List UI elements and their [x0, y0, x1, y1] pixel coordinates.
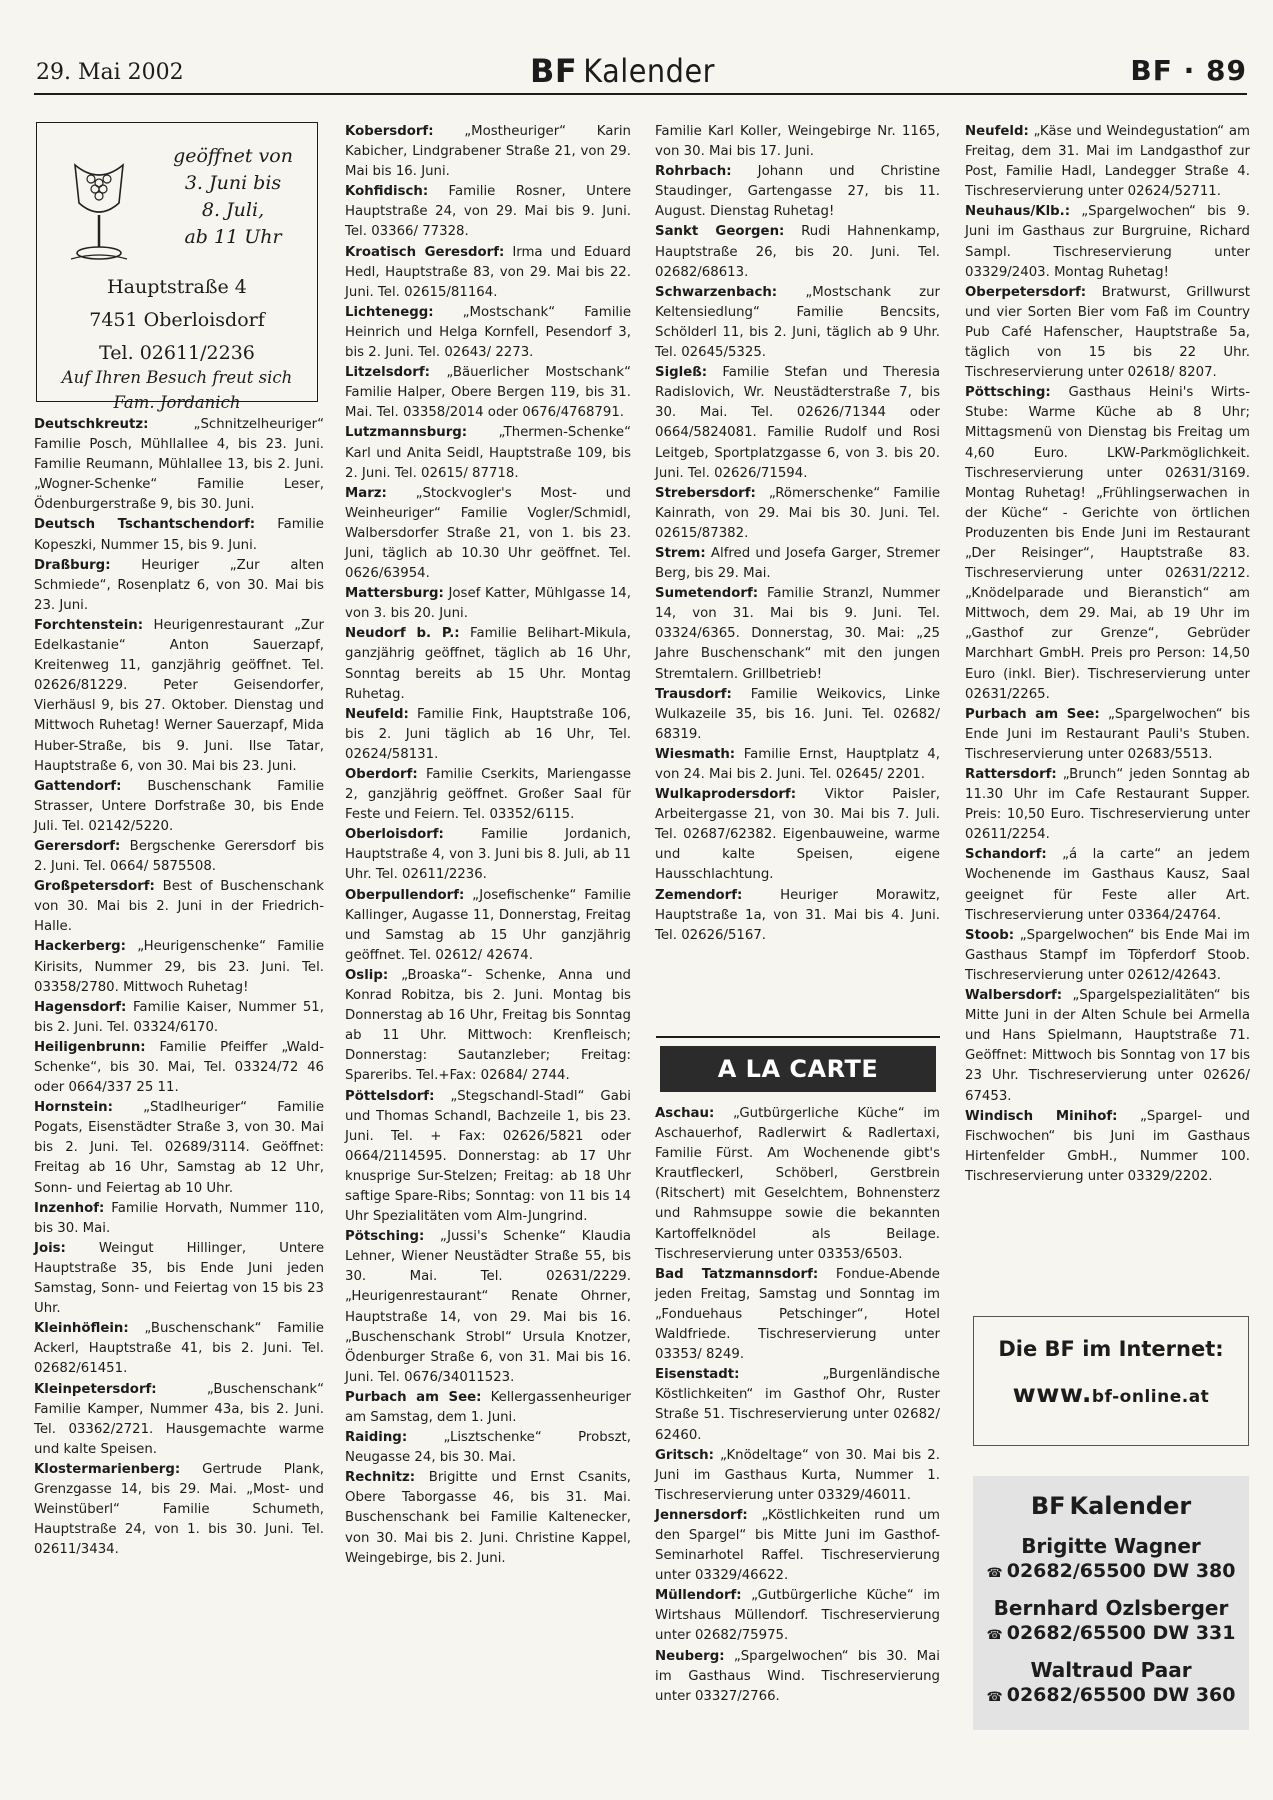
listing-entry	[345, 584, 631, 624]
listing-place: Heiligenbrunn:	[34, 1039, 146, 1055]
listing-text: Buschenschank Familie Strasser, Untere Dorfstraße 30, bis Ende Juli. Tel. 02142/5220.	[34, 778, 324, 834]
phone-icon: ☎	[986, 1566, 1003, 1581]
contact-phone-number: 02682/65500 DW 360	[1006, 1684, 1236, 1706]
listing-entry	[34, 998, 324, 1038]
listing-entry	[655, 685, 940, 745]
listing-text: „Burgenländische Köstlichkeiten“ im Gasthof Ohr, Ruster Straße 51. Tischreservierung unter 02682/ 62460.	[655, 1367, 940, 1443]
listing-text: Familie Ernst, Hauptplatz 4, von 24. Mai bis 2. Juni. Tel. 02645/ 2201.	[655, 746, 940, 782]
listing-entry	[655, 283, 940, 363]
listing-place: Trausdorf:	[655, 686, 732, 702]
wine-glass-logo-icon	[61, 155, 137, 267]
contact-title	[973, 1492, 1249, 1520]
listing-text: „á la carte“ an jedem Wochenende im Gasthaus Kausz, Saal geeignet für Feste aller Art. Tischreservierung unter 03364/24764.	[965, 847, 1250, 923]
page-number: BF · 89	[1130, 54, 1247, 87]
listing-entry	[655, 544, 940, 584]
listing-text: Bratwurst, Grillwurst und vier Sorten Bier vom Faß im Country Pub Café Hafenscher, Hauptstraße 5a, täglich von 15 bis 22 Uhr. Tischreservierung unter 02618/ 8207.	[965, 284, 1250, 381]
contact-box	[973, 1476, 1249, 1730]
header-rule	[34, 93, 1247, 95]
listing-entry	[655, 363, 940, 484]
listing-place: Stoob:	[965, 927, 1015, 943]
listing-text: „Köstlichkeiten rund um den Spargel“ bis Mitte Juni im Gasthof-Seminarhotel Raffel. Tischreservierung unter 03329/46622.	[655, 1507, 940, 1584]
listing-entry	[345, 1468, 631, 1568]
listing-place: Lutzmannsburg:	[345, 425, 468, 441]
contact-phone-number: 02682/65500 DW 331	[1006, 1622, 1236, 1644]
listing-entry	[965, 283, 1250, 383]
listing-place: Gritsch:	[655, 1447, 714, 1463]
listing-place: Rechnitz:	[345, 1470, 416, 1486]
listing-text: Johann und Christine Staudinger, Gartengasse 27, bis 11. August. Dienstag Ruhetag!	[655, 164, 940, 220]
listing-entry	[345, 1428, 631, 1468]
listing-entry	[345, 1388, 631, 1428]
ad-open-line: 3. Juni bis	[184, 172, 282, 194]
listing-entry	[34, 1098, 324, 1198]
listing-entry	[34, 616, 324, 777]
listing-entry	[34, 777, 324, 837]
listing-entry	[655, 785, 940, 885]
listing-place: Rohrbach:	[655, 164, 732, 180]
ad-greeting	[37, 365, 317, 415]
listing-place: Sumetendorf:	[655, 586, 759, 602]
listing-place: Neudorf b. P.:	[345, 626, 460, 642]
listing-entry	[965, 765, 1250, 845]
listing-place: Litzelsdorf:	[345, 365, 430, 381]
jordanich-ad	[36, 122, 318, 412]
listing-text: Heurigenrestaurant „Zur Edelkastanie“ Anton Sauerzapf, Kreitenweg 11, ganzjährig geöffnet. Tel. 02626/81229. Peter Geisendorfer, Vierhäusl 9, bis 27. Oktober. Dienstag und Mittwoch Ruhetag! Werner Sauerzapf, Mida Huber-Straße, bis 9. Juni. Ilse Tatar, Hauptstraße 6, von 30. Mai bis 23. Juni.	[34, 617, 324, 774]
listing-text: „Gutbürgerliche Küche“ im Aschauerhof, Radlerwirt & Radlertaxi, Familie Fürst. Am Wochenende gibt's Krautfleckerl, Schöberl, Gerstbrein (Ritschert) mit Geselchtem, Bohnensterz und Rahmsuppe sowie die bekannten Kartoffelknödel als Beilage. Tischreservierung unter 03353/6503.	[655, 1106, 940, 1262]
listing-place: Sigleß:	[655, 365, 708, 381]
listing-text: Viktor Paisler, Arbeitergasse 21, von 30. Mai bis 7. Juli. Tel. 02687/62382. Eigenbauweine, warme und kalte Speisen, eigene Hausschlachtung.	[655, 787, 940, 883]
listing-entry	[655, 886, 940, 946]
listing-text: „Mostschank zur Keltensiedlung“ Familie Bencsits, Schölderl 11, bis 2. Juni, täglich ab 9 Uhr. Tel. 02645/5325.	[655, 284, 940, 361]
listing-place: Neufeld:	[345, 706, 409, 722]
listing-place: Großpetersdorf:	[34, 879, 155, 895]
listing-entry	[655, 162, 940, 222]
listing-text: „Buschenschank“ Familie Ackerl, Hauptstraße 41, bis 2. Juni. Tel. 02682/61451.	[34, 1321, 324, 1377]
listing-entry	[655, 484, 940, 544]
listing-place: Rattersdorf:	[965, 767, 1057, 782]
listing-entry	[345, 243, 631, 303]
listing-place: Kroatisch Geresdorf:	[345, 244, 505, 260]
listing-place: Marz:	[345, 485, 387, 501]
listing-place: Lichtenegg:	[345, 304, 434, 320]
listing-place: Aschau:	[655, 1106, 715, 1121]
listing-text: Fondue-Abende jeden Freitag, Samstag und Sonntag im „Fonduehaus Petschinger“, Hotel Waldfriede. Tischreservierung unter 03353/ 8249.	[655, 1266, 940, 1363]
listing-entry	[655, 1586, 940, 1646]
contact-name: Waltraud Paar	[1030, 1658, 1192, 1682]
listing-text: Rudi Hahnenkamp, Hauptstraße 26, bis 20. Juni. Tel. 02682/68613.	[655, 224, 940, 280]
listing-entry	[34, 1319, 324, 1379]
listing-text: „Stadlheuriger“ Familie Pogats, Eisenstädter Straße 3, von 30. Mai bis 2. Juni. Tel. 02689/3114. Geöffnet: Freitag ab 16 Uhr, Samstag ab 12 Uhr, Sonn- und Feiertag ab 10 Uhr.	[34, 1100, 324, 1196]
ad-greeting-line: Auf Ihren Besuch freut sich	[61, 368, 293, 387]
contact-section: Kalender	[1069, 1492, 1192, 1520]
listing-entry	[34, 415, 324, 515]
listing-text: Familie Horvath, Nummer 110, bis 30. Mai.	[34, 1200, 324, 1236]
listing-place: Gerersdorf:	[34, 838, 121, 854]
ad-opening-times	[147, 143, 319, 251]
listing-entry	[34, 877, 324, 937]
listing-place: Kobersdorf:	[345, 124, 434, 139]
listing-entry	[345, 1087, 631, 1228]
listing-place: Pöttsching:	[965, 385, 1051, 401]
column-2	[345, 122, 631, 1569]
listing-place: Bad Tatzmannsdorf:	[655, 1266, 819, 1282]
listing-place: Hackerberg:	[34, 939, 126, 955]
listing-text: Best of Buschenschank von 30. Mai bis 2. Juni in der Friedrich-Halle.	[34, 879, 324, 935]
listing-text: Bergschenke Gerersdorf bis 2. Juni. Tel. 0664/ 5875508.	[34, 838, 324, 875]
ad-open-line: geöffnet von	[173, 145, 293, 167]
listing-place: Draßburg:	[34, 557, 111, 573]
listing-entry	[34, 515, 324, 555]
listing-text: „Mostschank“ Familie Heinrich und Helga Kornfell, Pesendorf 3, bis 2. Juni. Tel. 02643/ 2273.	[345, 304, 631, 361]
listing-entry	[345, 765, 631, 825]
contact-phone-number: 02682/65500 DW 380	[1006, 1560, 1236, 1582]
listing-entry	[345, 363, 631, 423]
listing-text: Kellergassenheuriger am Samstag, dem 1. Juni.	[345, 1389, 631, 1425]
listing-text: „Broaska“- Schenke, Anna und Konrad Robitza, bis 2. Juni. Montag bis Donnerstag ab 16 Uhr, Freitag bis Sonntag ab 11 Uhr. Mittwoch: Krenfleisch; Donnerstag: Sautanzleber; Freitag: Spareribs. Tel.+Fax: 02684/ 2744.	[345, 967, 631, 1084]
listing-entry	[965, 1107, 1250, 1187]
listing-place: Hagensdorf:	[34, 999, 127, 1015]
listing-place: Eisenstadt:	[655, 1367, 740, 1383]
section-brand: BF	[530, 52, 578, 90]
listing-entry	[34, 1239, 324, 1319]
listing-entry	[345, 1227, 631, 1388]
listing-place: Sankt Georgen:	[655, 224, 785, 240]
listing-place: Neufeld:	[965, 124, 1029, 139]
listing-place: Purbach am See:	[345, 1389, 482, 1405]
listing-text: „Spargelwochen“ bis Ende Juni im Restaurant Pauli's Stuben. Tischreservierung unter 02683/5513.	[965, 706, 1250, 762]
listing-entry	[965, 705, 1250, 765]
ad-address-line: Hauptstraße 4	[107, 276, 247, 298]
listing-place: Oberpullendorf:	[345, 887, 465, 903]
listing-text: Familie Kaiser, Nummer 51, bis 2. Juni. Tel. 03324/6170.	[34, 999, 324, 1035]
ad-address-line: Tel. 02611/2236	[99, 342, 255, 364]
contact-phone	[973, 1684, 1249, 1706]
listing-text: „Stockvogler's Most- und Weinheuriger“ Familie Vogler/Schmidl, Walbersdorfer Straße 21, von 1. bis 23. Juni, täglich ab 10.30 Uhr geöffnet. Tel. 0626/63954.	[345, 485, 631, 582]
listing-place: Pöttelsdorf:	[345, 1088, 435, 1104]
listing-text: „Spargelspezialitäten“ bis Mitte Juni in der Alten Schule bei Armella und Hans Spielmann, Hauptstraße 71. Geöffnet: Mittwoch bis Sonntag von 17 bis 23 Uhr. Tischreservierung unter 02626/ 67453.	[965, 988, 1250, 1104]
listing-text: Familie Weikovics, Linke Wulkazeile 35, bis 16. Juni. Tel. 02682/ 68319.	[655, 686, 940, 742]
contact-phone	[973, 1622, 1249, 1644]
issue-date: 29. Mai 2002	[36, 60, 184, 85]
listing-entry	[345, 182, 631, 242]
listing-text: Familie Belihart-Mikula, ganzjährig geöffnet, täglich ab 16 Uhr, Sonntag bereits ab 15 Uhr. Montag Ruhetag.	[345, 626, 631, 702]
listing-entry	[34, 1380, 324, 1460]
contact-brand: BF	[1030, 1492, 1066, 1520]
listing-text: Familie Kopeszki, Nummer 15, bis 9. Juni.	[34, 517, 324, 553]
listing-text: Familie Fink, Hauptstraße 106, bis 2. Juni täglich ab 16 Uhr, Tel. 02624/58131.	[345, 706, 631, 762]
listing-entry	[345, 303, 631, 363]
section-title	[530, 52, 715, 90]
listing-text: „Buschenschank“ Familie Kamper, Nummer 43a, bis 2. Juni. Tel. 03362/2721. Hausgemachte warme und kalte Speisen.	[34, 1381, 324, 1457]
listing-place: Schwarzenbach:	[655, 284, 778, 300]
listing-text: Irma und Eduard Hedl, Hauptstraße 83, von 29. Mai bis 22. Juni. Tel. 02615/81164.	[345, 244, 632, 300]
a-la-carte-banner: A LA CARTE	[660, 1046, 936, 1092]
listing-entry	[345, 705, 631, 765]
listing-text: „Jussi's Schenke“ Klaudia Lehner, Wiener Neustädter Straße 55, bis 30. Mai. Tel. 02631/2229. „Heurigenrestaurant“ Renate Ohrner, Hauptstraße 14, von 29. Mai bis 16. „Buschenschank Strobl“ Ursula Knotzer, Ödenburger Straße 6, von 31. Mai bis 16. Juni. Tel. 0676/34011523.	[345, 1229, 631, 1385]
listing-text: „Josefischenke“ Familie Kallinger, Augasse 11, Donnerstag, Freitag und Samstag ab 15 Uhr ganzjährig geöffnet. Tel. 02612/ 42674.	[345, 887, 631, 963]
listing-place: Oberpetersdorf:	[965, 284, 1087, 300]
listing-entry	[965, 202, 1250, 282]
listing-text: „Bäuerlicher Mostschank“ Familie Halper, Obere Bergen 119, bis 31. Mai. Tel. 03358/2014 oder 0676/4768791.	[345, 365, 631, 421]
listing-entry	[345, 825, 631, 885]
listing-text: „Spargel- und Fischwochen“ bis Juni im Gasthaus Hirtenfelder GmbH., Nummer 100. Tischreservierung unter 03329/2202.	[965, 1108, 1250, 1184]
banner-rule	[656, 1036, 940, 1038]
listing-text: Josef Katter, Mühlgasse 14, von 3. bis 20. Juni.	[345, 586, 631, 622]
listing-entry	[34, 837, 324, 877]
listing-place: Oslip:	[345, 967, 389, 983]
listing-text: Familie Rosner, Untere Hauptstraße 24, von 29. Mai bis 9. Juni. Tel. 03366/ 77328.	[345, 184, 631, 240]
listing-place: Jois:	[34, 1240, 66, 1256]
listing-text: „Heurigenschenke“ Familie Kirisits, Nummer 29, bis 23. Juni. Tel. 03358/2780. Mittwoch Ruhetag!	[34, 939, 324, 995]
listing-entry	[965, 845, 1250, 925]
listing-text: Familie Stefan und Theresia Radislovich, Wr. Neustädterstraße 7, bis 30. Mai. Tel. 02626/71344 oder 0664/5824081. Familie Rudolf und Rosi Leitgeb, Sportplatzgasse 6, von 3. bis 20. Juni. Tel. 02626/71594.	[655, 365, 940, 481]
listing-text: „Gutbürgerliche Küche“ im Wirtshaus Müllendorf. Tischreservierung unter 02682/75975.	[655, 1588, 940, 1644]
listing-entry	[655, 1446, 940, 1506]
listing-text: „Käse und Weindegustation“ am Freitag, dem 31. Mai im Landgasthof zur Post, Familie Hadl, Landegger Straße 4. Tischreservierung unter 02624/52711.	[965, 124, 1250, 200]
listing-entry	[345, 423, 631, 483]
listing-place: Oberloisdorf:	[345, 827, 444, 843]
listing-place: Oberdorf:	[345, 767, 418, 782]
listing-place: Deutsch Tschantschendorf:	[34, 517, 256, 533]
listing-entry	[655, 1265, 940, 1365]
listing-place: Wulkaprodersdorf:	[655, 787, 797, 803]
listing-place: Schandorf:	[965, 847, 1047, 863]
listing-text: Weingut Hillinger, Untere Hauptstraße 35, bis Ende Juni jeden Samstag, Sonn- und Feiertag von 15 bis 23 Uhr.	[34, 1240, 324, 1317]
listing-entry	[345, 886, 631, 966]
section-name: Kalender	[583, 52, 715, 90]
website-link[interactable]	[974, 1379, 1248, 1408]
url-prefix: www.	[1012, 1379, 1092, 1408]
url-domain: bf-online.at	[1091, 1387, 1210, 1407]
listing-place: Kleinpetersdorf:	[34, 1381, 157, 1397]
listing-text: „Spargelwochen“ bis Ende Mai im Gasthaus Stampf im Töpferdorf Stoob. Tischreservierung unter 02612/42643.	[965, 927, 1250, 983]
listing-text: Heuriger Morawitz, Hauptstraße 1a, von 31. Mai bis 4. Juni. Tel. 02626/5167.	[655, 887, 940, 943]
listing-entry	[34, 1199, 324, 1239]
listing-entry	[655, 222, 940, 282]
column-4	[965, 122, 1250, 1187]
listing-text: „Spargelwochen“ bis 9. Juni im Gasthaus zur Burgruine, Richard Sampl. Tischreservierung unter 03329/2403. Montag Ruhetag!	[965, 204, 1250, 280]
listing-entry	[34, 937, 324, 997]
listing-text: „Stegschandl-Stadl“ Gabi und Thomas Schandl, Bachzeile 1, bis 23. Juni. Tel. + Fax: 02626/5821 oder 0664/2114595. Donnerstag: ab 17 Uhr knusprige Sur-Stelzen; Freitag: ab 18 Uhr saftige Spare-Ribs; Sonntag: von 11 bis 14 Uhr Spezialitäten vom Alm-Jungrind.	[345, 1088, 631, 1225]
ad-greeting-line: Fam. Jordanich	[113, 393, 241, 412]
internet-title: Die BF im Internet:	[998, 1337, 1224, 1361]
listing-text: „Brunch“ jeden Sonntag ab 11.30 Uhr im Cafe Restaurant Supper. Preis: 10,50 Euro. Tischreservierung unter 02611/2254.	[965, 767, 1250, 843]
listing-entry	[655, 1104, 940, 1265]
ad-address	[37, 271, 317, 370]
listing-entry	[345, 966, 631, 1087]
listing-entry	[965, 383, 1250, 705]
listing-place: Klostermarienberg:	[34, 1461, 181, 1477]
listing-place: Neuberg:	[655, 1648, 725, 1664]
column-3-a-la-carte	[655, 1104, 940, 1707]
listing-place: Raiding:	[345, 1430, 408, 1446]
listing-place: Walbersdorf:	[965, 988, 1063, 1004]
internet-box	[973, 1316, 1249, 1446]
listing-text: Familie Karl Koller, Weingebirge Nr. 1165, von 30. Mai bis 17. Juni.	[655, 124, 940, 160]
listing-place: Zemendorf:	[655, 887, 743, 903]
listing-place: Mattersburg:	[345, 586, 444, 602]
listing-place: Inzenhof:	[34, 1200, 105, 1216]
listing-place: Kleinhöflein:	[34, 1321, 129, 1337]
listing-text: „Spargelwochen“ bis 30. Mai im Gasthaus Wind. Tischreservierung unter 03327/2766.	[655, 1648, 940, 1704]
listing-text: „Thermen-Schenke“ Karl und Anita Seidl, Hauptstraße 109, bis 2. Juni. Tel. 02615/ 87718.	[345, 425, 631, 481]
listing-entry	[34, 1038, 324, 1098]
listing-place: Pötsching:	[345, 1229, 425, 1245]
listing-place: Windisch Minihof:	[965, 1108, 1118, 1124]
listing-entry	[655, 1365, 940, 1445]
listing-place: Wiesmath:	[655, 746, 736, 762]
listing-place: Gattendorf:	[34, 778, 122, 794]
listing-place: Kohfidisch:	[345, 184, 429, 200]
contact-phone	[973, 1560, 1249, 1582]
contact-name: Brigitte Wagner	[1021, 1534, 1201, 1558]
listing-text: „Mostheuriger“ Karin Kabicher, Lindgrabener Straße 21, von 29. Mai bis 16. Juni.	[345, 124, 631, 180]
listing-text: Brigitte und Ernst Csanits, Obere Taborgasse 46, bis 31. Mai. Buschenschank bei Familie Kaltenecker, von 30. Mai bis 2. Juni. Christine Kappel, Weingebirge, bis 2. Juni.	[345, 1470, 631, 1566]
listing-text: „Lisztschenke“ Probszt, Neugasse 24, bis 30. Mai.	[345, 1430, 631, 1466]
listing-place: Strebersdorf:	[655, 485, 756, 501]
listing-text: Familie Pfeiffer „Wald-Schenke“, bis 30. Mai, Tel. 03324/72 46 oder 0664/337 25 11.	[34, 1039, 324, 1096]
listing-text: Gasthaus Heini's Wirts-Stube: Warme Küche ab 8 Uhr; Mittagsmenü von Dienstag bis Freitag um 4,60 Euro. LKW-Parkmöglichkeit. Tischreservierung unter 02631/3169. Montag Ruhetag! „Frühlingserwachen in der Küche“ - Gerichte von örtlichen Produzenten bis Ende Juni im Restaurant „Der Reisinger“, Hauptstraße 83. Tischreservierung unter 02631/2212. „Knödelparade und Bieranstich“ am Mittwoch, dem 29. Mai, ab 19 Uhr im „Gasthof zur Grenze“, Gebrüder Marchhart GmbH. Preis pro Person: 14,50 Euro (inkl. Bier). Tischreservierung unter 02631/2265.	[965, 385, 1250, 702]
column-1	[34, 415, 324, 1560]
listing-entry	[965, 122, 1250, 202]
listing-entry	[655, 1506, 940, 1586]
listing-text: „Römerschenke“ Familie Kainrath, von 29. Mai bis 30. Juni. Tel. 02615/87382.	[655, 485, 940, 541]
phone-icon: ☎	[986, 1690, 1003, 1705]
listing-place: Forchtenstein:	[34, 617, 144, 633]
listing-text: Familie Jordanich, Hauptstraße 4, von 3. Juni bis 8. Juli, ab 11 Uhr. Tel. 02611/2236.	[345, 827, 631, 883]
listing-entry	[345, 122, 631, 182]
listing-entry	[34, 556, 324, 616]
listing-entry	[965, 986, 1250, 1107]
listing-entry	[655, 1647, 940, 1707]
listing-place: Strem:	[655, 545, 706, 561]
listing-text: „Schnitzelheuriger“ Familie Posch, Mühllallee 4, bis 23. Juni. Familie Reumann, Mühlallee 13, bis 2. Juni. „Wogner-Schenke“ Familie Leser, Ödenburgerstraße 9, bis 30. Juni.	[34, 417, 324, 513]
listing-text: Heuriger „Zur alten Schmiede“, Rosenplatz 6, von 30. Mai bis 23. Juni.	[34, 557, 324, 613]
phone-icon: ☎	[986, 1628, 1003, 1643]
ad-open-line: 8. Juli,	[201, 199, 265, 221]
listing-entry	[34, 1460, 324, 1560]
contact-name: Bernhard Ozlsberger	[993, 1596, 1229, 1620]
listing-place: Müllendorf:	[655, 1588, 742, 1604]
ad-open-line: ab 11 Uhr	[184, 226, 282, 248]
listing-place: Jennersdorf:	[655, 1507, 748, 1523]
listing-place: Purbach am See:	[965, 706, 1100, 722]
listing-place: Hornstein:	[34, 1100, 113, 1116]
listing-entry	[655, 745, 940, 785]
listing-place: Neuhaus/Klb.:	[965, 204, 1071, 220]
ad-address-line: 7451 Oberloisdorf	[89, 309, 265, 331]
listing-entry	[965, 926, 1250, 986]
listing-text: Alfred und Josefa Garger, Stremer Berg, bis 29. Mai.	[655, 545, 940, 582]
listing-place: Deutschkreutz:	[34, 417, 149, 432]
listing-entry	[345, 484, 631, 584]
listing-text: Familie Cserkits, Mariengasse 2, ganzjährig geöffnet. Großer Saal für Feste und Feiern. Tel. 03352/6115.	[345, 767, 631, 823]
listing-text: Familie Stranzl, Nummer 14, von 31. Mai bis 9. Juni. Tel. 03324/6365. Donnerstag, 30. Mai: „25 Jahre Buschenschank“ mit den jungen Stremtalern. Grillbetrieb!	[655, 586, 940, 682]
listing-text: „Knödeltage“ von 30. Mai bis 2. Juni im Gasthaus Kurta, Nummer 1. Tischreservierung unter 03329/46011.	[655, 1447, 940, 1503]
listing-text: Gertrude Plank, Grenzgasse 14, bis 29. Mai. „Most- und Weinstüberl“ Familie Schumeth, Hauptstraße 24, von 1. bis 30. Juni. Tel. 02611/3434.	[34, 1461, 324, 1558]
listing-entry	[655, 122, 940, 162]
listing-entry	[655, 584, 940, 684]
listing-entry	[345, 624, 631, 704]
